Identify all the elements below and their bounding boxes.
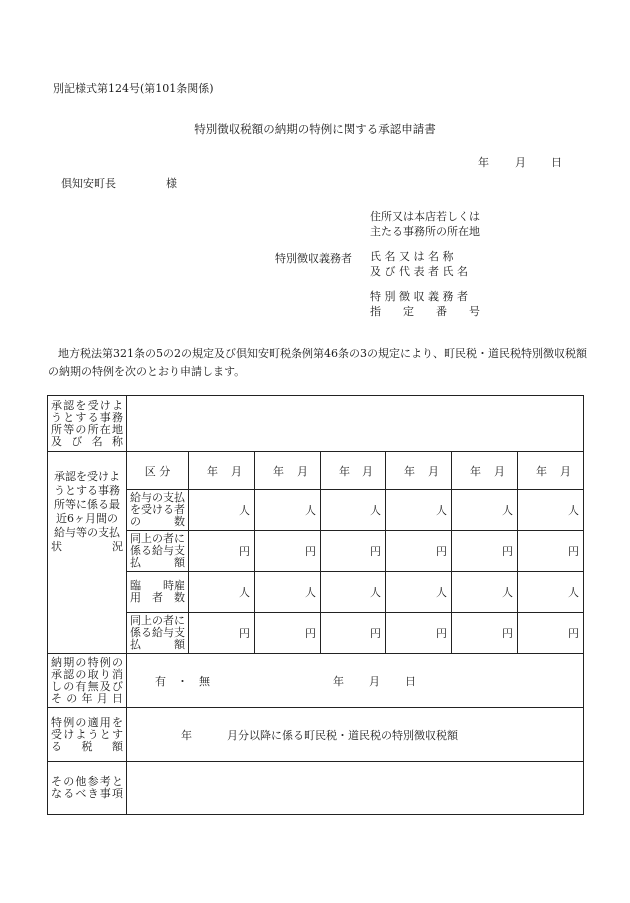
temp-employee-count-cell[interactable]: 人: [321, 572, 386, 613]
applicable-tax-label: 特例の適用を受けようとする税額: [48, 708, 127, 762]
payee-count-cell[interactable]: 人: [255, 490, 321, 531]
month-header-3[interactable]: 年 月: [321, 452, 386, 490]
month-header-5[interactable]: 年 月: [452, 452, 518, 490]
addressee-name: 倶知安町長: [61, 177, 116, 190]
payee-count-cell[interactable]: 人: [321, 490, 386, 531]
payee-count-cell[interactable]: 人: [518, 490, 584, 531]
category-header: 区 分: [127, 452, 189, 490]
temp-employee-amount-cell[interactable]: 円: [386, 613, 452, 654]
applicable-tax-field[interactable]: [127, 708, 584, 762]
temp-employee-amount-label: 同上の者に係る給与支払額: [127, 613, 189, 654]
temp-employee-count-cell[interactable]: 人: [255, 572, 321, 613]
addressee-suffix: 様: [166, 177, 177, 190]
payee-count-cell[interactable]: 人: [452, 490, 518, 531]
cancel-year-label: 年: [333, 674, 344, 688]
date-year-label: 年: [478, 156, 489, 169]
temp-employee-amount-cell[interactable]: 円: [189, 613, 255, 654]
payee-count-cell[interactable]: 人: [189, 490, 255, 531]
application-statement: 地方税法第321条の5の2の規定及び倶知安町税条例第46条の3の規定により、町民税・道民税特別徴収税額の納期の特例を次のとおり申請します。: [48, 347, 587, 378]
cancel-month-label: 月: [369, 674, 380, 688]
other-reference-label: その他参考となるべき事項: [48, 762, 127, 815]
temp-employee-amount-cell[interactable]: 円: [255, 613, 321, 654]
payee-amount-label: 同上の者に係る給与支払額: [127, 531, 189, 572]
payee-amount-cell[interactable]: 円: [189, 531, 255, 572]
month-header-6[interactable]: 年 月: [518, 452, 584, 490]
payment-status-label: 承認を受けようとする事務所等に係る最近6ヶ月間の給与等の支払状況: [48, 452, 127, 654]
document-title: 特別徴収税額の納期の特例に関する承認申請書: [194, 122, 436, 136]
payee-amount-cell[interactable]: 円: [255, 531, 321, 572]
address-label-line2: 主たる事務所の所在地: [370, 225, 480, 238]
temp-employee-count-cell[interactable]: 人: [452, 572, 518, 613]
addressee: [61, 177, 177, 190]
payee-count-label: 給与の支払を受ける者の数: [127, 490, 189, 531]
temp-employee-count-cell[interactable]: 人: [518, 572, 584, 613]
date-month-label: 月: [515, 156, 526, 169]
payee-amount-cell[interactable]: 円: [386, 531, 452, 572]
temp-employee-count-cell[interactable]: 人: [189, 572, 255, 613]
apply-year-label: 年: [181, 728, 192, 742]
temp-employee-count-label: 臨 時雇用者数: [127, 572, 189, 613]
cancel-day-label: 日: [405, 674, 416, 688]
office-location-label: 承認を受けようとする事務所等の所在地及び名称: [48, 396, 127, 452]
address-label-line1: 住所又は本店若しくは: [370, 210, 480, 223]
applicant-role-label: 特別徴収義務者: [275, 252, 352, 265]
other-reference-input[interactable]: [127, 762, 584, 815]
month-header-1[interactable]: 年 月: [189, 452, 255, 490]
temp-employee-count-cell[interactable]: 人: [386, 572, 452, 613]
temp-employee-amount-cell[interactable]: 円: [321, 613, 386, 654]
name-label-line2: 及 び 代 表 者 氏 名: [370, 265, 468, 278]
date-day-label: 日: [551, 156, 562, 169]
temp-employee-amount-cell[interactable]: 円: [452, 613, 518, 654]
applicant-field-labels: [370, 209, 480, 323]
apply-description: 月分以降に係る町民税・道民税の特別徴収税額: [227, 728, 458, 742]
month-header-2[interactable]: 年 月: [255, 452, 321, 490]
form-number-label: 別記様式第124号(第101条関係): [53, 82, 214, 95]
cancellation-field[interactable]: [127, 654, 584, 708]
office-location-input[interactable]: [127, 396, 584, 452]
payee-count-cell[interactable]: 人: [386, 490, 452, 531]
name-label-line1: 氏 名 又 は 名 称: [370, 250, 454, 263]
payee-amount-cell[interactable]: 円: [452, 531, 518, 572]
designation-label-line2: 指 定 番 号: [370, 305, 480, 318]
month-header-4[interactable]: 年 月: [386, 452, 452, 490]
cancellation-label: 納期の特例の承認の取り消しの有無及びその年月日: [48, 654, 127, 708]
application-table: [47, 395, 584, 815]
payee-amount-cell[interactable]: 円: [321, 531, 386, 572]
payee-amount-cell[interactable]: 円: [518, 531, 584, 572]
designation-label-line1: 特 別 徴 収 義 務 者: [370, 290, 468, 303]
temp-employee-amount-cell[interactable]: 円: [518, 613, 584, 654]
cancellation-options[interactable]: 有 ・ 無: [155, 674, 210, 688]
